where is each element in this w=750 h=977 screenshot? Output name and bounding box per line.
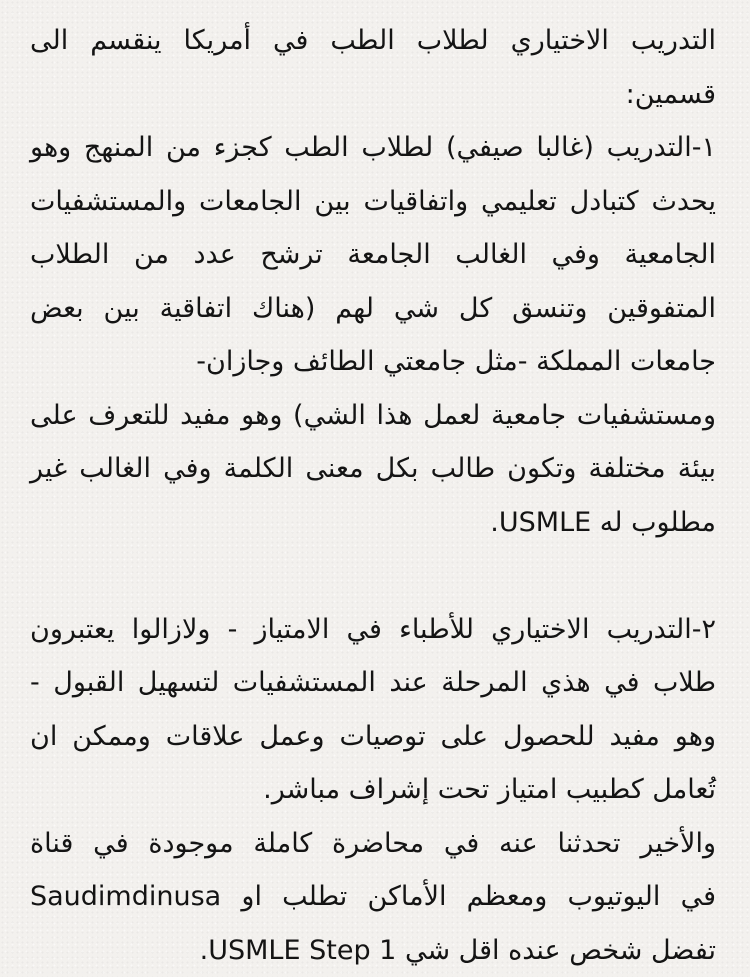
text-line-7: جامعات المملكة -مثل جامعتي الطائف وجازان- bbox=[30, 335, 716, 389]
text-line-15: والأخير تحدثنا عنه في محاضرة كاملة موجودة في قناة bbox=[30, 817, 716, 871]
paragraph-gap bbox=[30, 549, 716, 603]
text-line-3: ١-التدريب (غالبا صيفي) لطلاب الطب كجزء من المنهج وهو bbox=[30, 121, 716, 175]
text-line-11: ٢-التدريب الاختياري للأطباء في الامتياز - ولازالوا يعتبرون bbox=[30, 603, 716, 657]
text-line-1: التدريب الاختياري لطلاب الطب في أمريكا ينقسم الى bbox=[30, 14, 716, 68]
text-line-6: المتفوقين وتنسق كل شي لهم (هناك اتفاقية بين بعض bbox=[30, 282, 716, 336]
text-line-2: قسمين: bbox=[30, 68, 716, 122]
text-line-12: طلاب في هذي المرحلة عند المستشفيات لتسهيل القبول - bbox=[30, 656, 716, 710]
text-line-13: وهو مفيد للحصول على توصيات وعمل علاقات وممكن ان bbox=[30, 710, 716, 764]
text-line-5: الجامعية وفي الغالب الجامعة ترشح عدد من الطلاب bbox=[30, 228, 716, 282]
text-line-17: تفضل شخص عنده اقل شي USMLE Step 1. bbox=[30, 924, 716, 977]
text-line-16: Saudimdinusa في اليوتيوب ومعظم الأماكن تطلب او bbox=[30, 870, 716, 924]
text-line-4: يحدث كتبادل تعليمي واتفاقيات بين الجامعات والمستشفيات bbox=[30, 175, 716, 229]
text-line-10: مطلوب له USMLE. bbox=[30, 496, 716, 550]
text-line-9: بيئة مختلفة وتكون طالب بكل معنى الكلمة وفي الغالب غير bbox=[30, 442, 716, 496]
text-line-14: تُعامل كطبيب امتياز تحت إشراف مباشر. bbox=[30, 763, 716, 817]
text-line-8: ومستشفيات جامعية لعمل هذا الشي) وهو مفيد للتعرف على bbox=[30, 389, 716, 443]
